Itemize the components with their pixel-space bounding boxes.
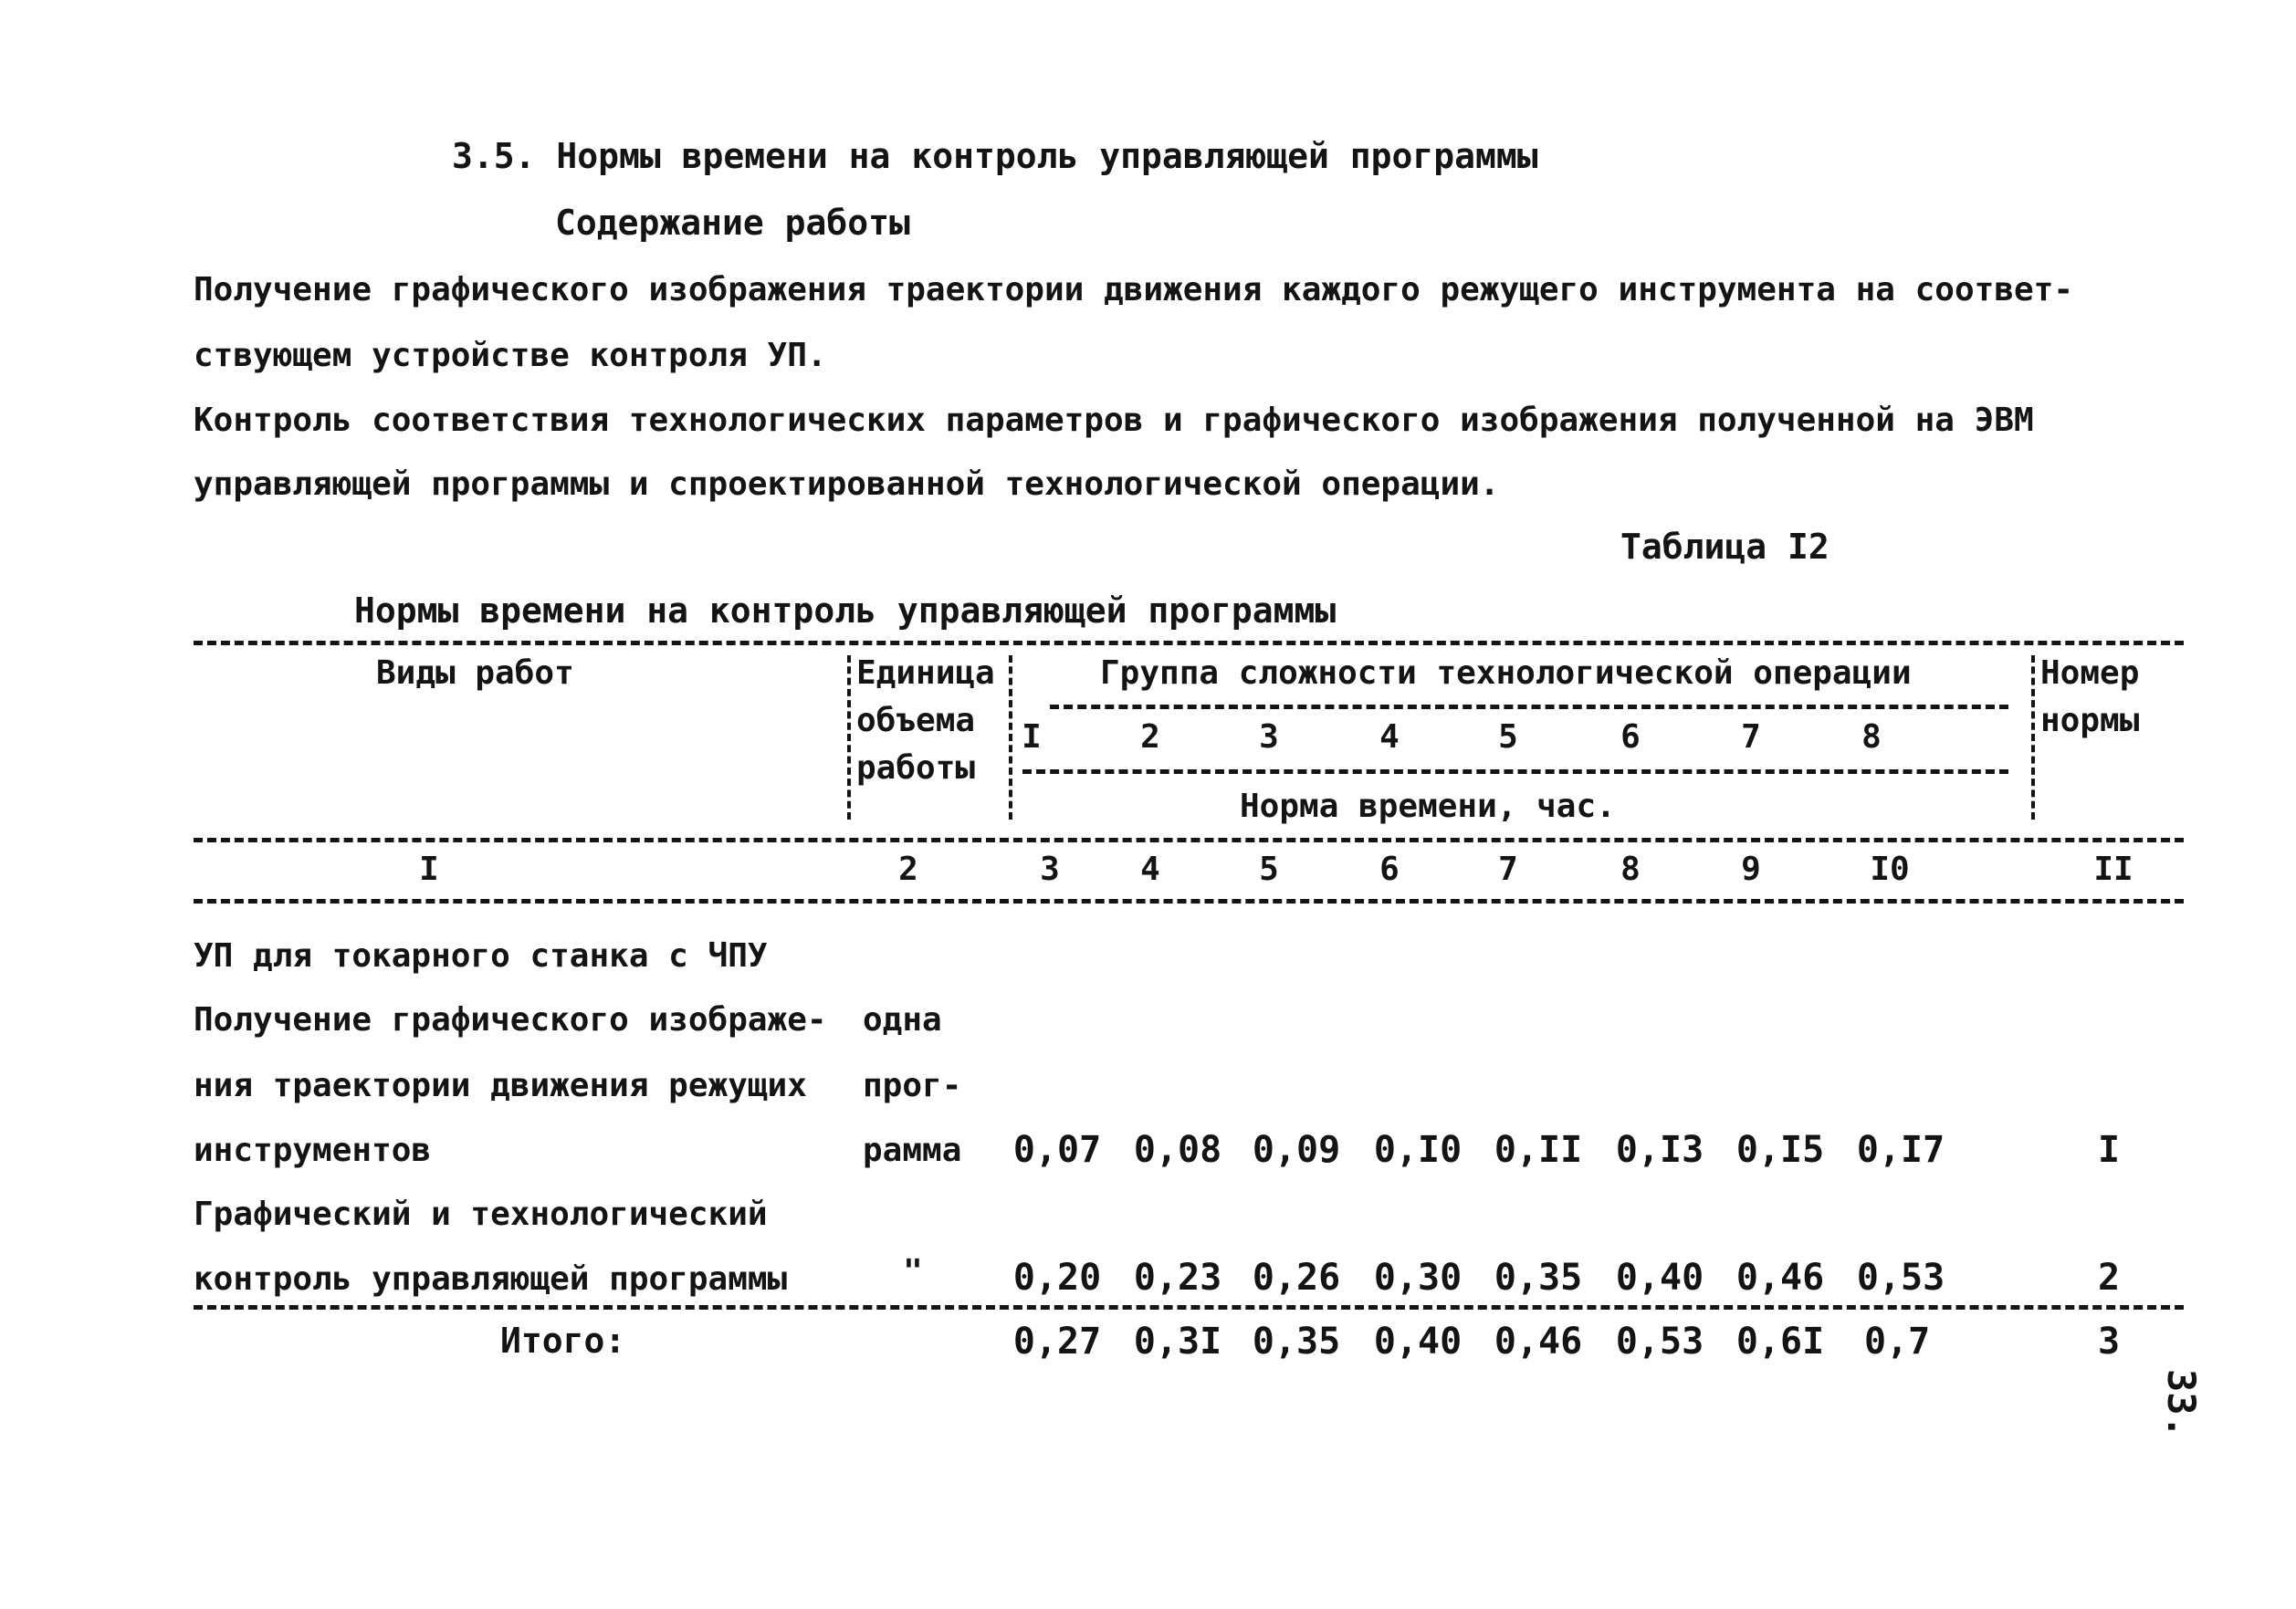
row1-number: I bbox=[2097, 1129, 2121, 1171]
header-work-types: Виды работ bbox=[376, 654, 574, 692]
colnum-1: I bbox=[419, 851, 439, 888]
colnum-8: 8 bbox=[1620, 851, 1641, 888]
group-1: I bbox=[1022, 718, 1042, 756]
paragraph1-line2: ствующем устройстве контроля УП. bbox=[194, 337, 827, 374]
group-8: 8 bbox=[1861, 718, 1882, 756]
row1-value-1: 0,07 bbox=[1012, 1129, 1102, 1171]
header-unit-line2: объема bbox=[856, 702, 976, 739]
total-value-8: 0,7 bbox=[1864, 1321, 1931, 1363]
paragraph2-line2: управляющей программы и спроектированной технологической операции. bbox=[194, 465, 1500, 503]
content-heading: Содержание работы bbox=[555, 203, 910, 243]
row1-unit3: рамма bbox=[863, 1132, 962, 1169]
colnum-9: 9 bbox=[1741, 851, 1761, 888]
colnum-2: 2 bbox=[898, 851, 918, 888]
norm-left-bar bbox=[2031, 655, 2035, 820]
section-title: 3.5. Нормы времени на контроль управляющей программы bbox=[452, 136, 1538, 176]
row1-value-6: 0,I3 bbox=[1615, 1129, 1704, 1171]
row2-line2: контроль управляющей программы bbox=[194, 1260, 788, 1298]
paragraph2-line1: Контроль соответствия технологических параметров и графического изображения полученной на ЭВМ bbox=[194, 402, 2034, 439]
header-norm-time: Норма времени, час. bbox=[1240, 788, 1616, 825]
group-3: 3 bbox=[1259, 718, 1279, 756]
colnum-6: 6 bbox=[1379, 851, 1400, 888]
colnum-4: 4 bbox=[1140, 851, 1160, 888]
table-label: Таблица I2 bbox=[1620, 527, 1829, 567]
row1-value-4: 0,I0 bbox=[1373, 1129, 1463, 1171]
total-label: Итого: bbox=[500, 1321, 626, 1361]
table-title: Нормы времени на контроль управляющей программы bbox=[354, 590, 1337, 631]
header-norm-number-line1: Номер bbox=[2040, 654, 2140, 692]
total-value-4: 0,40 bbox=[1373, 1321, 1463, 1363]
groups-rule-bottom bbox=[1022, 769, 2008, 774]
column-numbers-rule bbox=[194, 899, 2184, 904]
total-value-7: 0,6I bbox=[1735, 1321, 1825, 1363]
group-7: 7 bbox=[1741, 718, 1761, 756]
colnum-11: II bbox=[2093, 851, 2133, 888]
group-6: 6 bbox=[1620, 718, 1641, 756]
group-5: 5 bbox=[1498, 718, 1518, 756]
colnum-7: 7 bbox=[1498, 851, 1518, 888]
row2-number: 2 bbox=[2097, 1257, 2121, 1299]
row2-value-7: 0,46 bbox=[1735, 1257, 1825, 1299]
row1-line2: ния траектории движения режущих bbox=[194, 1067, 807, 1104]
page-number: 33. bbox=[2159, 1369, 2204, 1438]
row2-line1: Графический и технологический bbox=[194, 1196, 768, 1233]
row1-value-3: 0,09 bbox=[1252, 1129, 1341, 1171]
row2-value-4: 0,30 bbox=[1373, 1257, 1463, 1299]
row1-value-2: 0,08 bbox=[1133, 1129, 1222, 1171]
group-4: 4 bbox=[1379, 718, 1400, 756]
row2-unit: " bbox=[903, 1253, 923, 1290]
row2-value-6: 0,40 bbox=[1615, 1257, 1704, 1299]
row1-line1: Получение графического изображе- bbox=[194, 1001, 827, 1039]
unit-right-bar bbox=[1009, 655, 1012, 820]
header-bottom-rule bbox=[194, 838, 2184, 842]
total-value-5: 0,46 bbox=[1494, 1321, 1583, 1363]
header-norm-number-line2: нормы bbox=[2040, 702, 2140, 739]
total-rule bbox=[194, 1305, 2184, 1310]
row2-value-5: 0,35 bbox=[1494, 1257, 1583, 1299]
row2-value-8: 0,53 bbox=[1856, 1257, 1945, 1299]
colnum-5: 5 bbox=[1259, 851, 1279, 888]
group-2: 2 bbox=[1140, 718, 1160, 756]
colnum-3: 3 bbox=[1040, 851, 1060, 888]
row1-value-8: 0,I7 bbox=[1856, 1129, 1945, 1171]
header-unit-line3: работы bbox=[856, 749, 976, 787]
total-value-2: 0,3I bbox=[1133, 1321, 1222, 1363]
groups-rule-top bbox=[1050, 705, 2008, 709]
row1-line3: инструментов bbox=[194, 1132, 432, 1169]
row1-unit2: прог- bbox=[863, 1067, 962, 1104]
table-top-rule bbox=[194, 641, 2184, 645]
row1-unit1: одна bbox=[863, 1001, 942, 1039]
paragraph1-line1: Получение графического изображения траектории движения каждого режущего инструмента на соответ- bbox=[194, 271, 2074, 308]
row2-value-1: 0,20 bbox=[1012, 1257, 1102, 1299]
total-number: 3 bbox=[2097, 1321, 2121, 1363]
unit-left-bar bbox=[847, 655, 851, 820]
total-value-6: 0,53 bbox=[1615, 1321, 1704, 1363]
row1-value-5: 0,II bbox=[1494, 1129, 1583, 1171]
colnum-10: I0 bbox=[1870, 851, 1910, 888]
total-value-3: 0,35 bbox=[1252, 1321, 1341, 1363]
row2-value-3: 0,26 bbox=[1252, 1257, 1341, 1299]
total-value-1: 0,27 bbox=[1012, 1321, 1102, 1363]
row1-value-7: 0,I5 bbox=[1735, 1129, 1825, 1171]
row2-value-2: 0,23 bbox=[1133, 1257, 1222, 1299]
header-complexity: Группа сложности технологической операции bbox=[1100, 654, 1912, 692]
section-row: УП для токарного станка с ЧПУ bbox=[194, 937, 768, 975]
header-unit-line1: Единица bbox=[856, 654, 995, 692]
